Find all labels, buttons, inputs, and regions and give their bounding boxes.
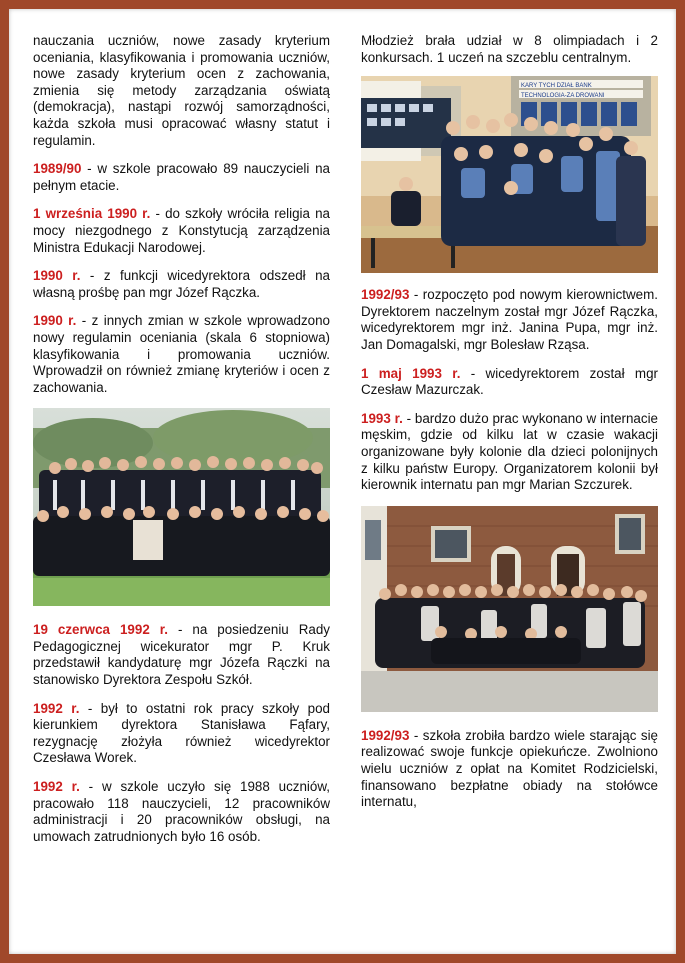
- paragraph: 1992 r. - był to ostatni rok pracy szkoły pod kierunkiem dyrektora Stanisława Fąfary, rezygnację złożyła również wicedyrektor Czesława Worek.: [33, 700, 330, 766]
- photo-classroom: [361, 76, 658, 273]
- paragraph: 1992/93 - szkoła zrobiła bardzo wiele starając się realizować swoje funkcje opiekuńcze. Zwolniono wielu uczniów z opłat na Komitet Rodzicielski, finansowano bezpłatne obiady na stołówce internatu,: [361, 727, 658, 810]
- paragraph: 1993 r. - bardzo dużo prac wykonano w internacie męskim, gdzie od kilku lat w czasie wakacji organizowane były kolonie dla dzieci polonijnych z kilku państw Europy. Organizatorem kolonii był kierownik internatu pan mgr Marian Szczurek.: [361, 410, 658, 493]
- date-label: 19 czerwca 1992 r.: [33, 622, 168, 638]
- paragraph: 1992/93 - rozpoczęto pod nowym kierownictwem. Dyrektorem naczelnym został mgr Józef Rączka, wicedyrektorem mgr inż. Janina Pupa, mgr inż. Jan Domagalski, mgr Bolesław Rząsa.: [361, 287, 658, 352]
- date-label: 1992 r.: [33, 700, 80, 716]
- date-label: 1990 r.: [33, 313, 77, 329]
- paragraph: 1 września 1990 r. - do szkoły wróciła religia na mocy niezgodnego z Konstytucją zarządzenia Ministra Edukacji Narodowej.: [33, 206, 331, 255]
- board-heading-2: TECHNOLOGIA-ZA DROWANI: [521, 93, 605, 100]
- right-column: [361, 33, 658, 823]
- paragraph: 1990 r. - z innych zmian w szkole wprowadzono nowy regulamin oceniania (skala 6 stopniowa) klasyfikowania i promowania uczniów. Wprowadził on również zmianę kryteriów i ocen z zachowania.: [33, 313, 331, 395]
- page-frame: [9, 9, 676, 954]
- date-label: 1990 r.: [33, 268, 81, 284]
- paragraph: 1990 r. - z funkcji wicedyrektora odszedł na własną prośbę pan mgr Józef Rączka.: [33, 268, 331, 300]
- paragraph: 19 czerwca 1992 r. - na posiedzeniu Rady Pedagogicznej wicekurator mgr P. Kruk przedstawił kandydaturę mgr Józefa Rączki na stanowisko Dyrektora Zespołu Szkół.: [33, 622, 330, 688]
- date-label: 1992 r.: [33, 779, 80, 795]
- photo-classroom-image: [361, 76, 658, 273]
- photo-dormitory-image: [361, 506, 658, 712]
- paragraph: 1992 r. - w szkole uczyło się 1988 uczniów, pracowało 118 nauczycieli, 12 pracowników administracji i 20 pracowników obsługi, na umowach zatrudnionych było 16 osób.: [33, 779, 330, 844]
- paragraph: 1 maj 1993 r. - wicedyrektorem został mgr Czesław Mazurczak.: [361, 365, 658, 398]
- date-label: 1 maj 1993 r.: [361, 365, 461, 381]
- paragraph: nauczania uczniów, nowe zasady kryterium oceniania, klasyfikowania i promowania uczniów, nowe zasady kryterium ocen z zachowania, zmienia się metody zarządzania oświatą (demokracja), nastąpi rozwój samorządności, każda szkoła musi opracować własny statut i regulamin.: [33, 33, 330, 148]
- photo-graduates-outdoor: [33, 408, 330, 606]
- left-column: [33, 33, 330, 857]
- photo-graduates-image: [33, 408, 330, 606]
- photo-dormitory-building: [361, 506, 658, 712]
- date-label: 1992/93: [361, 287, 410, 303]
- date-label: 1992/93: [361, 727, 410, 743]
- date-label: 1993 r.: [361, 410, 403, 426]
- date-label: 1 września 1990 r.: [33, 206, 151, 222]
- board-heading-1: KARY TYCH DZIAŁ BANK: [521, 83, 592, 90]
- paragraph: Młodzież brała udział w 8 olimpiadach i 2 konkursach. 1 uczeń na szczeblu centralnym.: [361, 33, 658, 65]
- date-label: 1989/90: [33, 161, 82, 177]
- paragraph: 1989/90 - w szkole pracowało 89 nauczycieli na pełnym etacie.: [33, 161, 330, 193]
